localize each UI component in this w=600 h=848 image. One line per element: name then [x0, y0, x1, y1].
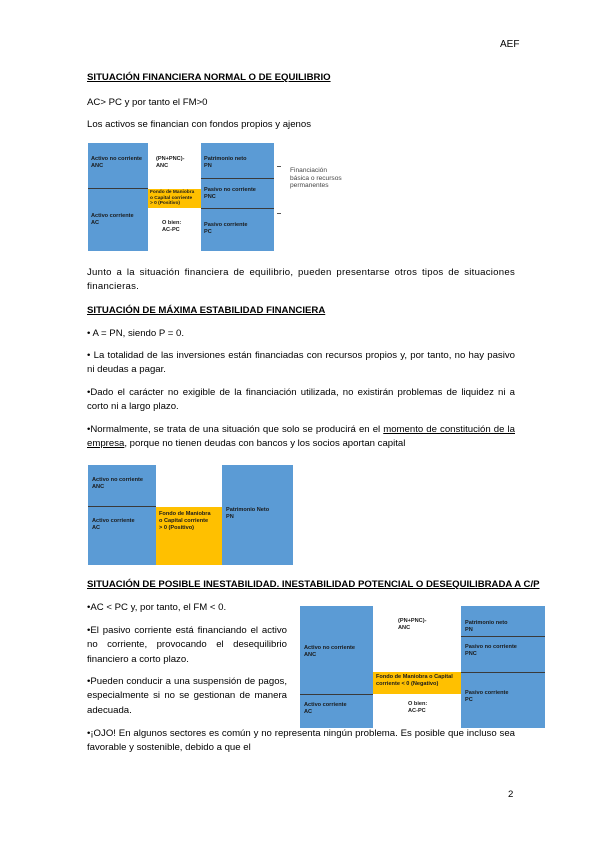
divider [201, 178, 274, 179]
bullet-ojo-sectores: •¡OJO! En algunos sectores es común y no representa ningún problema. Es posible que incluso sea favorable y sostenible, debido a que el [87, 728, 515, 754]
label-pn-pnc-anc: (PN+PNC)- ANC [156, 156, 185, 169]
diagram-equilibrio [88, 143, 288, 251]
label-fondo-maniobra: Fondo de Maniobra o Capital corriente < 0 (Negativo) [376, 674, 453, 687]
text-normalmente: •Normalmente, se trata de una situación que solo se producirá en el [87, 424, 384, 435]
label-patrimonio-neto: Patrimonio Neto PN [226, 507, 270, 520]
divider [88, 506, 156, 507]
label-pasivo-no-corriente: Pasivo no corriente PNC [204, 187, 256, 200]
bracket-tick [277, 166, 281, 167]
label-financiacion-basica: Financiación básica o recursos permanentes [290, 167, 342, 190]
bracket-tick [277, 213, 281, 214]
divider [300, 694, 373, 695]
section-title-inestabilidad: SITUACIÓN DE POSIBLE INESTABILIDAD. INESTABILIDAD POTENCIAL O DESEQUILIBRADA A C/P [87, 579, 540, 590]
bullet-totalidad-inversiones: • La totalidad de las inversiones están financiadas con recursos propios y, por tanto, no hay pasivo ni deudas a pagar. [87, 350, 515, 376]
bullet-suspension-pagos: •Pueden conducir a una suspensión de pagos, especialmente si no se gestionan de manera adecuada. [87, 676, 287, 716]
paragraph-activos-financian: Los activos se financian con fondos propios y ajenos [87, 119, 311, 130]
divider [461, 636, 545, 637]
divider [201, 208, 274, 209]
paragraph-ac-pc: AC> PC y por tanto el FM>0 [87, 97, 208, 108]
label-fondo-maniobra: Fondo de Maniobra o Capital corriente > 0 (Positivo) [150, 190, 195, 207]
label-pasivo-no-corriente: Pasivo no corriente PNC [465, 644, 517, 657]
label-ac-pc: O bien: AC-PC [408, 701, 428, 714]
label-activo-no-corriente: Activo no corriente ANC [91, 156, 142, 169]
bullet-caracter-no-exigible: •Dado el carácter no exigible de la financiación utilizada, no existirán problemas de liquidez ni a corto ni a largo plazo. [87, 387, 515, 413]
label-pn-pnc-anc: (PN+PNC)- ANC [398, 618, 427, 631]
diagram-maxima-estabilidad [88, 465, 293, 565]
bullet-ac-menor-pc: •AC < PC y, por tanto, el FM < 0. [87, 602, 227, 613]
divider [461, 672, 545, 673]
label-activo-corriente: Activo corriente AC [304, 702, 347, 715]
text-momento-constitucion: momento de constitución de la empresa [87, 424, 515, 450]
diagram-inestabilidad [300, 606, 545, 728]
section-title-maxima-estabilidad: SITUACIÓN DE MÁXIMA ESTABILIDAD FINANCIERA [87, 305, 326, 316]
text-deudas-bancos: , porque no tienen deudas con bancos y los socios aportan capital [124, 438, 406, 450]
label-activo-no-corriente: Activo no corriente ANC [92, 477, 143, 490]
label-patrimonio-neto: Patrimonio neto PN [465, 620, 508, 633]
divider [88, 188, 148, 189]
bullet-normalmente [87, 423, 515, 452]
section-title-equilibrio: SITUACIÓN FINANCIERA NORMAL O DE EQUILIBRIO [87, 72, 331, 83]
label-activo-corriente: Activo corriente AC [91, 213, 134, 226]
label-pasivo-corriente: Pasivo corriente PC [204, 222, 248, 235]
header-label: AEF [500, 39, 520, 50]
label-ac-pc: O bien: AC-PC [162, 220, 182, 233]
page-number: 2 [508, 789, 514, 800]
bullet-pasivo-corriente-financiando: •El pasivo corriente está financiando el activo no corriente, provocando el desequilibrio financiero a corto plazo. [87, 625, 287, 665]
label-activo-no-corriente: Activo no corriente ANC [304, 645, 355, 658]
label-fondo-maniobra: Fondo de Maniobra o Capital corriente > 0 (Positivo) [159, 511, 211, 531]
label-activo-corriente: Activo corriente AC [92, 518, 135, 531]
label-pasivo-corriente: Pasivo corriente PC [465, 690, 509, 703]
bullet-a-pn: • A = PN, siendo P = 0. [87, 328, 185, 339]
label-patrimonio-neto: Patrimonio neto PN [204, 156, 247, 169]
paragraph-junto-equilibrio: Junto a la situación financiera de equilibrio, pueden presentarse otros tipos de situaciones financieras. [87, 267, 515, 293]
